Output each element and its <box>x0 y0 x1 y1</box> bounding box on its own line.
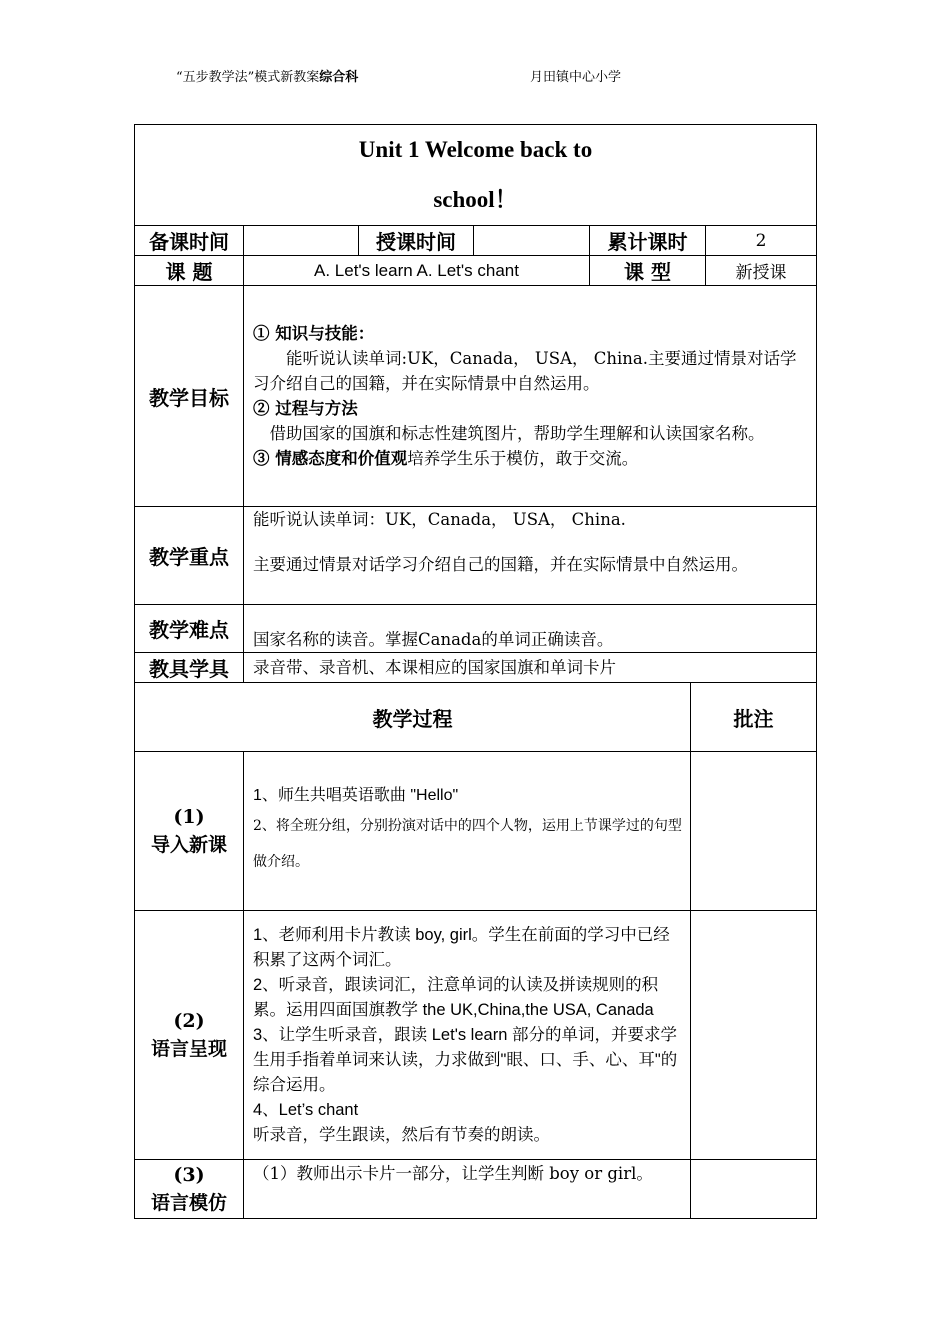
type-label: 课 型 <box>590 256 706 286</box>
teach-time-value <box>474 226 590 256</box>
lesson-title <box>135 125 817 226</box>
topic-row <box>135 256 817 286</box>
header-left <box>176 66 358 85</box>
keypoints-row <box>135 507 817 605</box>
total-hours-label: 累计课时 <box>590 226 706 256</box>
objectives-label: 教学目标 <box>135 286 244 507</box>
step-1-name: 导入新课 <box>150 834 227 856</box>
objective-text-2: 借助国家的国旗和标志性建筑图片，帮助学生理解和认读国家名称。 <box>253 424 765 443</box>
title-row <box>135 125 817 226</box>
header-left-text: “五步教学法”模式新教案 <box>176 70 320 85</box>
header-school: 月田镇中心小学 <box>530 70 622 85</box>
teach-time-label: 授课时间 <box>359 226 474 256</box>
step-2-num: (2) <box>173 1010 205 1032</box>
objective-text-1: 能听说认读单词:UK，Canada， USA， China.主要通过情景对话学习介绍自己的国籍，并在实际情景中自然运用。 <box>253 349 797 393</box>
prep-time-value <box>244 226 359 256</box>
step-1-line-1: 1、师生共唱英语歌曲 "Hello" <box>253 786 459 804</box>
header-subject: 综合科 <box>319 70 359 85</box>
step-3-name: 语言模仿 <box>150 1192 227 1214</box>
objective-text-3: 培养学生乐于模仿，敢于交流。 <box>407 449 639 468</box>
objective-heading-3: ③ 情感态度和价值观 <box>253 449 408 468</box>
topic-value: A. Let's learn A. Let's chant <box>244 256 590 286</box>
difficulties-row <box>135 605 817 653</box>
difficulties-text: 国家名称的读音。掌握Canada的单词正确读音。 <box>244 605 817 653</box>
step-2-line-1: 1、老师利用卡片教读 boy, girl。学生在前面的学习中已经积累了这两个词汇。 <box>253 925 670 969</box>
step-row-3 <box>135 1160 817 1219</box>
keypoints-text-1: 能听说认读单词：UK，Canada， USA， China. <box>253 510 626 529</box>
step-1-num: (1) <box>173 806 205 828</box>
step-3-title <box>135 1160 244 1219</box>
notes-label: 批注 <box>691 683 817 752</box>
title-line-1: Unit 1 Welcome back to <box>358 137 593 162</box>
step-2-line-5: 听录音，学生跟读，然后有节奏的朗读。 <box>253 1125 550 1144</box>
process-header-row <box>135 683 817 752</box>
step-1-title <box>135 752 244 911</box>
keypoints-content <box>244 507 817 605</box>
prep-time-label: 备课时间 <box>135 226 244 256</box>
objective-heading-1: ① 知识与技能： <box>253 324 375 343</box>
step-3-content <box>244 1160 691 1219</box>
total-hours-value: 2 <box>706 226 817 256</box>
step-row-2 <box>135 911 817 1160</box>
step-3-num: (3) <box>173 1164 205 1186</box>
step-1-content <box>244 752 691 911</box>
time-row <box>135 226 817 256</box>
step-2-title <box>135 911 244 1160</box>
topic-label: 课 题 <box>135 256 244 286</box>
step-1-notes <box>691 752 817 911</box>
step-row-1 <box>135 752 817 911</box>
step-3-line-1: （1）教师出示卡片一部分，让学生判断 boy or girl。 <box>253 1164 653 1183</box>
tools-text: 录音带、录音机、本课相应的国家国旗和单词卡片 <box>244 653 817 683</box>
step-3-notes <box>691 1160 817 1219</box>
objectives-content <box>244 286 817 507</box>
tools-label: 教具学具 <box>135 653 244 683</box>
step-2-line-3: 3、让学生听录音，跟读 Let's learn 部分的单词，并要求学生用手指着单词来认读，力求做到"眼、口、手、心、耳"的综合运用。 <box>253 1025 678 1094</box>
title-line-2: school！ <box>433 187 518 212</box>
objective-heading-2: ② 过程与方法 <box>253 399 358 418</box>
step-2-line-4: 4、Let’s chant <box>253 1100 359 1119</box>
step-2-content <box>244 911 691 1160</box>
keypoints-text-2: 主要通过情景对话学习介绍自己的国籍，并在实际情景中自然运用。 <box>253 555 748 574</box>
lesson-plan-table <box>134 124 817 1219</box>
tools-row <box>135 653 817 683</box>
process-label: 教学过程 <box>135 683 691 752</box>
difficulties-label: 教学难点 <box>135 605 244 653</box>
step-2-notes <box>691 911 817 1160</box>
keypoints-label: 教学重点 <box>135 507 244 605</box>
step-2-line-2: 2、听录音，跟读词汇，注意单词的认读及拼读规则的积累。运用四面国旗教学 the UK,China,the USA, Canada <box>253 975 659 1019</box>
objectives-row <box>135 286 817 507</box>
type-value: 新授课 <box>706 256 817 286</box>
step-2-name: 语言呈现 <box>150 1038 227 1060</box>
step-1-line-2: 2、将全班分组，分别扮演对话中的四个人物，运用上节课学过的句型做介绍。 <box>253 817 682 870</box>
